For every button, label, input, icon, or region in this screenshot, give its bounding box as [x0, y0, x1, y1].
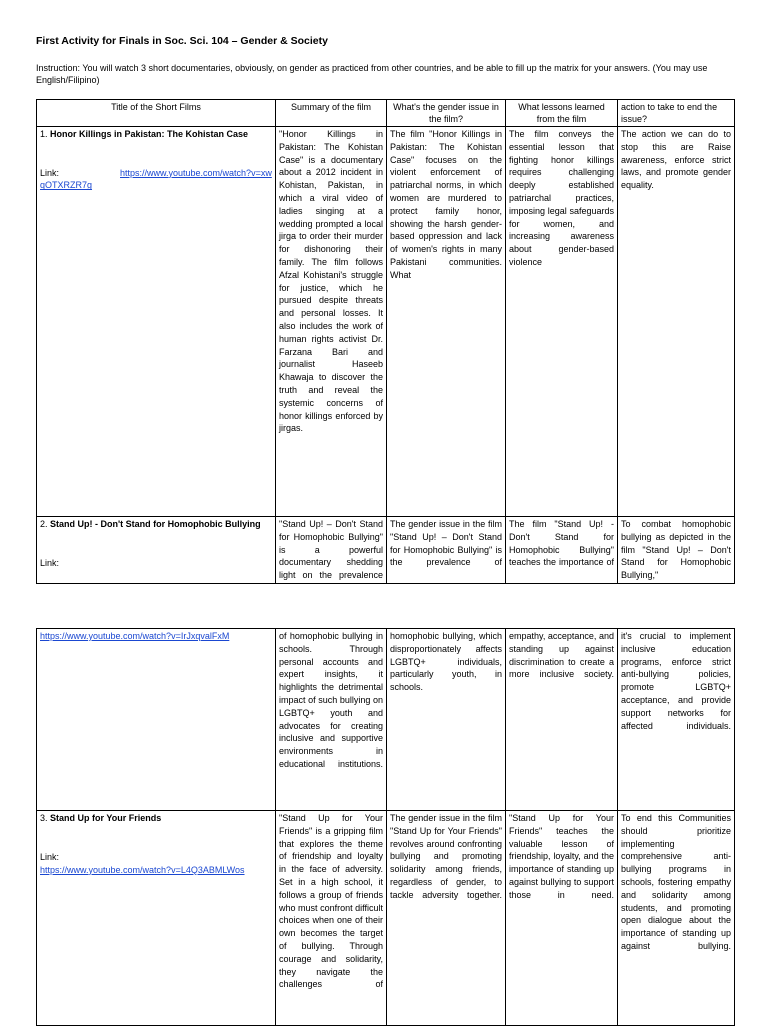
- header-row: [37, 100, 735, 127]
- action-cell: To end this Communities should prioritize implementing comprehensive anti-bullying programs in schools, fostering empathy and solidarity among students, and promoting open dialogue about the importance of standing up against bullying.: [618, 811, 735, 1026]
- document-title: First Activity for Finals in Soc. Sci. 104 – Gender & Society: [36, 35, 328, 47]
- issue-cell: The gender issue in the film "Stand Up for Your Friends" revolves around confronting bullying and promoting solidarity among friends, regardless of gender, to tackle adversity together.: [387, 811, 506, 1026]
- film-title: Stand Up! - Don't Stand for Homophobic Bullying: [50, 519, 261, 529]
- film-title: Stand Up for Your Friends: [50, 813, 162, 823]
- header-summary: Summary of the film: [276, 100, 387, 127]
- film-number: 2.: [40, 519, 48, 529]
- film-title-cell: [37, 517, 276, 584]
- lessons-cell: The film conveys the essential lesson that fighting honor killings requires challenging deeply established patriarchal practices, imposing legal safeguards for women, and increasing awareness about gender-based violence: [506, 127, 618, 517]
- film-title-cell: [37, 127, 276, 517]
- table-row: [37, 629, 735, 811]
- action-cell: To combat homophobic bullying as depicted in the film "Stand Up! – Don't Stand for Homophobic Bullying,": [618, 517, 735, 584]
- lessons-cell: empathy, acceptance, and standing up against discrimination to create a more inclusive society.: [506, 629, 618, 811]
- summary-cell: of homophobic bullying in schools. Through personal accounts and expert insights, it highlights the detrimental impact of such bullying on LGBTQ+ youth and advocates for creating inclusive and supportive environments in educational institutions.: [276, 629, 387, 811]
- link-label: Link:: [40, 557, 60, 568]
- table-row: [37, 811, 735, 1026]
- issue-cell: The film "Honor Killings in Pakistan: The Kohistan Case" focuses on the violent enforcement of patriarchal norms, in which women are murdered to protect family honor, showing the harsh gender-based oppression and lack of women's rights in many Pakistani communities. What: [387, 127, 506, 517]
- link-label: Link:: [40, 851, 60, 862]
- film-number: 1.: [40, 129, 48, 139]
- summary-cell: "Stand Up for Your Friends" is a gripping film that explores the theme of friendship and loyalty in the face of adversity. Set in a high school, it follows a group of friends who must confront difficult choices when one of their own becomes the target of bullying. Through courage and solidarity, they navigate the challenges of: [276, 811, 387, 1026]
- matrix-table-page-2: [36, 628, 735, 1026]
- issue-cell: homophobic bullying, which disproportionately affects LGBTQ+ individuals, particularly youth, in schools.: [387, 629, 506, 811]
- film-title-cell: [37, 629, 276, 811]
- action-cell: it's crucial to implement inclusive education programs, enforce strict anti-bullying policies, promote LGBTQ+ acceptance, and provide support networks for affected individuals.: [618, 629, 735, 811]
- film-link[interactable]: https://www.youtube.com/watch?v=IrJxqvalFxM: [40, 631, 230, 641]
- header-action: action to take to end the issue?: [618, 100, 735, 127]
- issue-cell: The gender issue in the film "Stand Up! – Don't Stand for Homophobic Bullying" is the prevalence of: [387, 517, 506, 584]
- film-title: Honor Killings in Pakistan: The Kohistan Case: [50, 129, 249, 139]
- summary-cell: "Honor Killings in Pakistan: The Kohistan Case" is a documentary about a 2012 incident in Kohistan, Pakistan, in which a viral video of ladies singing at a wedding prompted a local jirga to order their murder for dishonoring their family. The film follows Afzal Kohistani's struggle for justice, which he pursued despite threats and personal losses. It also includes the work of human rights activist Dr. Farzana Bari and journalist Haseeb Khawaja to discover the truth and reveal the systemic concerns of honor killings enforced by jirgas.: [276, 127, 387, 517]
- link-label: Link:: [40, 167, 60, 178]
- summary-cell: "Stand Up! – Don't Stand for Homophobic Bullying" is a powerful documentary shedding light on the prevalence: [276, 517, 387, 584]
- header-issue: What's the gender issue in the film?: [387, 100, 506, 127]
- table-row: [37, 517, 735, 584]
- header-lessons: What lessons learned from the film: [506, 100, 618, 127]
- film-link[interactable]: https://www.youtube.com/watch?v=L4Q3ABMLWos: [40, 864, 245, 875]
- header-title: Title of the Short Films: [37, 100, 276, 127]
- table-row: [37, 127, 735, 517]
- lessons-cell: The film "Stand Up! - Don't Stand for Homophobic Bullying" teaches the importance of: [506, 517, 618, 584]
- instruction-text: Instruction: You will watch 3 short documentaries, obviously, on gender as practiced from other countries, and be able to fill up the matrix for your answers. (You may use English/Filipino): [36, 63, 708, 85]
- lessons-cell: "Stand Up for Your Friends" teaches the valuable lesson of friendship, loyalty, and the importance of standing up against bullying to support those in need.: [506, 811, 618, 1026]
- action-cell: The action we can do to stop this are Raise awareness, enforce strict laws, and promote gender equality.: [618, 127, 735, 517]
- film-link[interactable]: https://www.youtube.com/watch?v=xwqOTXRZR7g: [40, 167, 272, 191]
- film-number: 3.: [40, 813, 48, 823]
- matrix-table-page-1: [36, 99, 735, 584]
- film-title-cell: [37, 811, 276, 1026]
